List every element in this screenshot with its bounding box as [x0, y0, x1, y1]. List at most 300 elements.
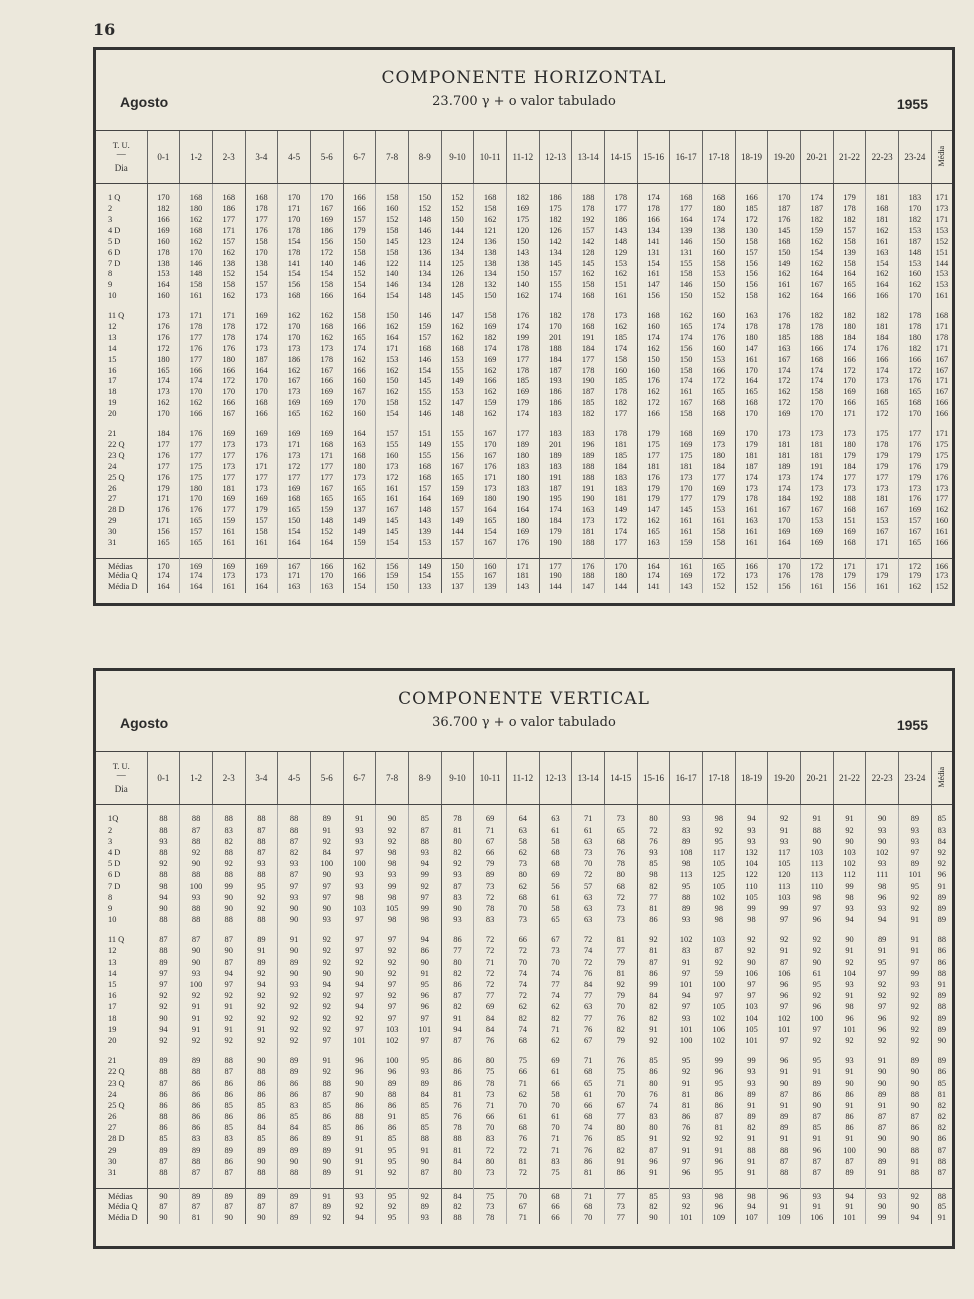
spacer-cell	[702, 1179, 735, 1189]
value-cell: 143	[506, 582, 539, 593]
value-cell: 164	[408, 494, 441, 505]
value-cell: 163	[278, 582, 311, 593]
value-cell: 76	[572, 1024, 605, 1035]
value-cell: 165	[866, 398, 899, 409]
vertical-component-table	[93, 668, 955, 1249]
value-cell: 113	[670, 870, 703, 881]
value-cell: 148	[899, 247, 932, 258]
value-cell: 92	[899, 1013, 932, 1024]
value-cell: 80	[637, 1123, 670, 1134]
value-cell: 88	[441, 1134, 474, 1145]
value-cell: 141	[637, 237, 670, 248]
hour-column-header: 1-2	[180, 752, 213, 805]
value-cell: 66	[506, 935, 539, 946]
value-cell: 166	[212, 365, 245, 376]
value-cell: 150	[408, 193, 441, 204]
value-cell: 94	[147, 892, 180, 903]
value-cell: 177	[637, 451, 670, 462]
value-cell: 125	[702, 870, 735, 881]
spacer-cell	[147, 549, 180, 559]
daily-mean-cell: 84	[931, 836, 952, 847]
value-cell: 86	[441, 980, 474, 991]
value-cell: 110	[735, 881, 768, 892]
value-cell: 85	[637, 1188, 670, 1201]
hour-column-header: 17-18	[702, 752, 735, 805]
value-cell: 90	[833, 1078, 866, 1089]
table-header	[96, 50, 952, 130]
value-cell: 92	[278, 1013, 311, 1024]
spacer-cell	[768, 1179, 801, 1189]
value-cell: 92	[899, 991, 932, 1002]
value-cell: 90	[801, 1101, 834, 1112]
value-cell: 94	[408, 935, 441, 946]
value-cell: 93	[408, 1067, 441, 1078]
value-cell: 85	[376, 1134, 409, 1145]
value-cell: 61	[539, 1112, 572, 1123]
value-cell: 88	[180, 1156, 213, 1167]
value-cell: 66	[572, 1101, 605, 1112]
value-cell: 69	[539, 1056, 572, 1067]
value-cell: 170	[180, 387, 213, 398]
value-cell: 98	[376, 848, 409, 859]
value-cell: 76	[670, 1123, 703, 1134]
value-cell: 143	[604, 226, 637, 237]
value-cell: 169	[310, 387, 343, 398]
value-cell: 178	[604, 387, 637, 398]
value-cell: 188	[801, 333, 834, 344]
spacer-cell	[96, 1179, 147, 1189]
value-cell: 93	[801, 1188, 834, 1201]
spacer-cell	[474, 1179, 507, 1189]
value-cell: 180	[833, 322, 866, 333]
value-cell: 178	[899, 311, 932, 322]
value-cell: 80	[441, 957, 474, 968]
value-cell: 166	[180, 409, 213, 420]
data-table	[96, 130, 952, 593]
value-cell: 93	[278, 892, 311, 903]
hour-column-header: 14-15	[604, 131, 637, 184]
value-cell: 160	[702, 247, 735, 258]
value-cell: 150	[768, 247, 801, 258]
value-cell: 179	[866, 451, 899, 462]
value-cell: 95	[702, 1168, 735, 1179]
value-cell: 85	[245, 1134, 278, 1145]
table-row	[96, 1036, 952, 1047]
value-cell: 162	[801, 258, 834, 269]
value-cell: 94	[899, 1212, 932, 1223]
value-cell: 171	[833, 558, 866, 571]
value-cell: 168	[702, 398, 735, 409]
value-cell: 182	[899, 215, 932, 226]
value-cell: 138	[212, 258, 245, 269]
value-cell: 93	[670, 1013, 703, 1024]
day-label: 7 D	[108, 258, 121, 268]
value-cell: 139	[474, 582, 507, 593]
value-cell: 80	[474, 1056, 507, 1067]
value-cell: 185	[604, 333, 637, 344]
value-cell: 176	[180, 429, 213, 440]
table-subtitle: 36.700 γ + o valor tabulado	[432, 715, 616, 730]
value-cell: 72	[474, 980, 507, 991]
hour-column-header: 17-18	[702, 131, 735, 184]
value-cell: 158	[343, 247, 376, 258]
value-cell: 171	[278, 440, 311, 451]
value-cell: 162	[768, 269, 801, 280]
value-cell: 99	[637, 980, 670, 991]
daily-mean-cell: 89	[931, 892, 952, 903]
value-cell: 83	[474, 1134, 507, 1145]
value-cell: 92	[801, 935, 834, 946]
value-cell: 154	[474, 527, 507, 538]
value-cell: 181	[801, 440, 834, 451]
value-cell: 178	[278, 226, 311, 237]
value-cell: 168	[180, 193, 213, 204]
value-cell: 81	[702, 1123, 735, 1134]
value-cell: 171	[147, 516, 180, 527]
value-cell: 85	[212, 1101, 245, 1112]
value-cell: 72	[637, 825, 670, 836]
daily-mean-cell: 171	[931, 193, 952, 204]
value-cell: 88	[147, 1067, 180, 1078]
hour-column-header: 12-13	[539, 752, 572, 805]
value-cell: 162	[768, 387, 801, 398]
spacer-cell	[147, 926, 180, 935]
value-cell: 99	[866, 1212, 899, 1223]
value-cell: 171	[147, 494, 180, 505]
spacer-cell	[278, 184, 311, 194]
value-cell: 73	[474, 1089, 507, 1100]
value-cell: 92	[801, 991, 834, 1002]
value-cell: 189	[768, 461, 801, 472]
value-cell: 113	[801, 870, 834, 881]
value-cell: 86	[278, 1089, 311, 1100]
value-cell: 184	[866, 333, 899, 344]
value-cell: 167	[801, 280, 834, 291]
value-cell: 92	[866, 991, 899, 1002]
spacer-cell	[801, 549, 834, 559]
value-cell: 170	[768, 193, 801, 204]
value-cell: 180	[212, 354, 245, 365]
value-cell: 176	[702, 333, 735, 344]
value-cell: 121	[474, 226, 507, 237]
spacer-cell	[408, 302, 441, 311]
value-cell: 93	[180, 968, 213, 979]
value-cell: 77	[572, 1013, 605, 1024]
value-cell: 165	[180, 538, 213, 549]
value-cell: 167	[278, 376, 311, 387]
value-cell: 170	[147, 193, 180, 204]
value-cell: 175	[180, 461, 213, 472]
value-cell: 103	[376, 1024, 409, 1035]
hour-column-header: 11-12	[506, 131, 539, 184]
value-cell: 158	[833, 258, 866, 269]
value-cell: 159	[801, 226, 834, 237]
value-cell: 168	[408, 461, 441, 472]
value-cell: 89	[278, 1145, 311, 1156]
value-cell: 172	[801, 558, 834, 571]
value-cell: 172	[768, 398, 801, 409]
value-cell: 153	[441, 387, 474, 398]
hour-column-header: 19-20	[768, 752, 801, 805]
value-cell: 165	[899, 387, 932, 398]
value-cell: 86	[278, 1078, 311, 1089]
value-cell: 65	[539, 915, 572, 926]
value-cell: 93	[866, 904, 899, 915]
spacer-cell	[539, 1047, 572, 1056]
value-cell: 162	[278, 311, 311, 322]
value-cell: 90	[278, 915, 311, 926]
value-cell: 91	[801, 1201, 834, 1212]
value-cell: 133	[408, 582, 441, 593]
dia-label: Dia	[114, 162, 128, 173]
value-cell: 184	[147, 429, 180, 440]
spacer-cell	[931, 549, 952, 559]
value-cell: 75	[474, 1067, 507, 1078]
value-cell: 90	[801, 957, 834, 968]
value-cell: 81	[604, 935, 637, 946]
value-cell: 164	[474, 505, 507, 516]
value-cell: 76	[604, 1013, 637, 1024]
value-cell: 145	[376, 237, 409, 248]
value-cell: 89	[278, 1056, 311, 1067]
value-cell: 182	[801, 215, 834, 226]
value-cell: 185	[604, 376, 637, 387]
value-cell: 189	[572, 451, 605, 462]
value-cell: 81	[572, 1168, 605, 1179]
value-cell: 150	[702, 237, 735, 248]
value-cell: 162	[278, 365, 311, 376]
value-cell: 90	[441, 904, 474, 915]
hour-column-header: 4-5	[278, 752, 311, 805]
value-cell: 174	[768, 483, 801, 494]
group-spacer	[96, 184, 952, 194]
day-label: 11 Q	[108, 935, 125, 945]
value-cell: 177	[604, 409, 637, 420]
value-cell: 182	[506, 193, 539, 204]
value-cell: 88	[245, 814, 278, 825]
value-cell: 178	[572, 204, 605, 215]
spacer-cell	[866, 549, 899, 559]
value-cell: 160	[637, 322, 670, 333]
value-cell: 178	[212, 322, 245, 333]
value-cell: 94	[343, 1002, 376, 1013]
spacer-cell	[343, 420, 376, 429]
value-cell: 169	[899, 505, 932, 516]
day-label: 12	[108, 946, 117, 956]
spacer-cell	[212, 805, 245, 815]
value-cell: 172	[768, 376, 801, 387]
spacer-cell	[899, 549, 932, 559]
value-cell: 132	[474, 280, 507, 291]
value-cell: 159	[376, 571, 409, 582]
value-cell: 91	[278, 935, 311, 946]
table-row	[96, 311, 952, 322]
value-cell: 95	[866, 957, 899, 968]
value-cell: 92	[670, 1201, 703, 1212]
table-row	[96, 1112, 952, 1123]
daily-mean-cell: 176	[931, 472, 952, 483]
value-cell: 90	[147, 1013, 180, 1024]
value-cell: 109	[768, 1212, 801, 1223]
value-cell: 90	[343, 1078, 376, 1089]
group-spacer	[96, 926, 952, 935]
value-cell: 153	[441, 354, 474, 365]
value-cell: 92	[212, 1036, 245, 1047]
value-cell: 171	[474, 472, 507, 483]
value-cell: 173	[833, 429, 866, 440]
value-cell: 174	[506, 322, 539, 333]
daily-mean-cell: 171	[931, 322, 952, 333]
spacer-cell	[245, 1179, 278, 1189]
value-cell: 91	[310, 1056, 343, 1067]
group-spacer	[96, 1047, 952, 1056]
value-cell: 165	[637, 527, 670, 538]
value-cell: 89	[310, 1145, 343, 1156]
value-cell: 173	[245, 291, 278, 302]
value-cell: 178	[801, 322, 834, 333]
value-cell: 94	[735, 1201, 768, 1212]
value-cell: 89	[866, 935, 899, 946]
value-cell: 168	[310, 322, 343, 333]
value-cell: 182	[147, 204, 180, 215]
value-cell: 89	[408, 1078, 441, 1089]
table-row	[96, 429, 952, 440]
value-cell: 97	[310, 892, 343, 903]
hour-column-header: 16-17	[670, 131, 703, 184]
value-cell: 169	[441, 494, 474, 505]
spacer-cell	[866, 184, 899, 194]
table-row	[96, 1168, 952, 1179]
value-cell: 71	[506, 1212, 539, 1223]
value-cell: 168	[768, 237, 801, 248]
value-cell: 177	[212, 451, 245, 462]
value-cell: 173	[735, 571, 768, 582]
value-cell: 117	[702, 848, 735, 859]
value-cell: 182	[474, 333, 507, 344]
value-cell: 90	[343, 1089, 376, 1100]
value-cell: 92	[343, 957, 376, 968]
value-cell: 147	[735, 344, 768, 355]
value-cell: 176	[147, 322, 180, 333]
value-cell: 186	[539, 387, 572, 398]
value-cell: 86	[212, 1089, 245, 1100]
value-cell: 90	[376, 814, 409, 825]
value-cell: 153	[899, 258, 932, 269]
value-cell: 72	[474, 935, 507, 946]
value-cell: 93	[343, 836, 376, 847]
value-cell: 92	[866, 1036, 899, 1047]
value-cell: 161	[604, 291, 637, 302]
value-cell: 97	[408, 1013, 441, 1024]
value-cell: 61	[572, 1089, 605, 1100]
spacer-cell	[833, 420, 866, 429]
value-cell: 86	[376, 1101, 409, 1112]
value-cell: 148	[408, 291, 441, 302]
value-cell: 88	[212, 915, 245, 926]
hour-column-header: 6-7	[343, 752, 376, 805]
hour-column-header: 10-11	[474, 752, 507, 805]
spacer-cell	[474, 302, 507, 311]
value-cell: 90	[899, 1134, 932, 1145]
value-cell: 169	[801, 527, 834, 538]
spacer-cell	[801, 302, 834, 311]
value-cell: 93	[735, 825, 768, 836]
value-cell: 61	[801, 968, 834, 979]
day-label: 25 Q	[108, 1100, 125, 1110]
value-cell: 159	[441, 483, 474, 494]
value-cell: 189	[539, 451, 572, 462]
value-cell: 161	[670, 387, 703, 398]
value-cell: 162	[670, 311, 703, 322]
value-cell: 174	[637, 571, 670, 582]
value-cell: 92	[702, 1134, 735, 1145]
spacer-cell	[539, 302, 572, 311]
value-cell: 92	[147, 991, 180, 1002]
daily-mean-cell: 89	[931, 915, 952, 926]
value-cell: 97	[212, 980, 245, 991]
value-cell: 87	[768, 957, 801, 968]
value-cell: 166	[637, 215, 670, 226]
hour-column-header: 10-11	[474, 131, 507, 184]
value-cell: 154	[376, 409, 409, 420]
value-cell: 201	[539, 440, 572, 451]
value-cell: 160	[376, 451, 409, 462]
spacer-cell	[96, 805, 147, 815]
value-cell: 166	[833, 291, 866, 302]
value-cell: 89	[278, 1212, 311, 1223]
value-cell: 164	[310, 538, 343, 549]
value-cell: 77	[474, 991, 507, 1002]
value-cell: 86	[343, 1123, 376, 1134]
value-cell: 166	[735, 193, 768, 204]
spacer-cell	[768, 805, 801, 815]
value-cell: 75	[506, 1056, 539, 1067]
value-cell: 86	[572, 1156, 605, 1167]
value-cell: 177	[539, 558, 572, 571]
value-cell: 91	[768, 946, 801, 957]
value-cell: 84	[408, 1089, 441, 1100]
value-cell: 174	[180, 571, 213, 582]
value-cell: 177	[147, 440, 180, 451]
table-row	[96, 915, 952, 926]
value-cell: 68	[539, 1188, 572, 1201]
spacer-cell	[245, 805, 278, 815]
value-cell: 169	[506, 204, 539, 215]
value-cell: 86	[801, 1089, 834, 1100]
spacer-cell	[506, 302, 539, 311]
value-cell: 105	[735, 892, 768, 903]
value-cell: 137	[343, 505, 376, 516]
spacer-cell	[310, 549, 343, 559]
value-cell: 183	[539, 409, 572, 420]
value-cell: 90	[899, 1067, 932, 1078]
group-spacer	[96, 420, 952, 429]
value-cell: 92	[702, 957, 735, 968]
value-cell: 83	[474, 915, 507, 926]
value-cell: 182	[604, 398, 637, 409]
value-cell: 145	[376, 516, 409, 527]
value-cell: 97	[801, 904, 834, 915]
value-cell: 161	[866, 582, 899, 593]
value-cell: 173	[245, 344, 278, 355]
value-cell: 92	[278, 991, 311, 1002]
table-row	[96, 1123, 952, 1134]
value-cell: 157	[245, 516, 278, 527]
value-cell: 125	[441, 258, 474, 269]
value-cell: 168	[180, 226, 213, 237]
value-cell: 192	[572, 215, 605, 226]
value-cell: 97	[735, 991, 768, 1002]
